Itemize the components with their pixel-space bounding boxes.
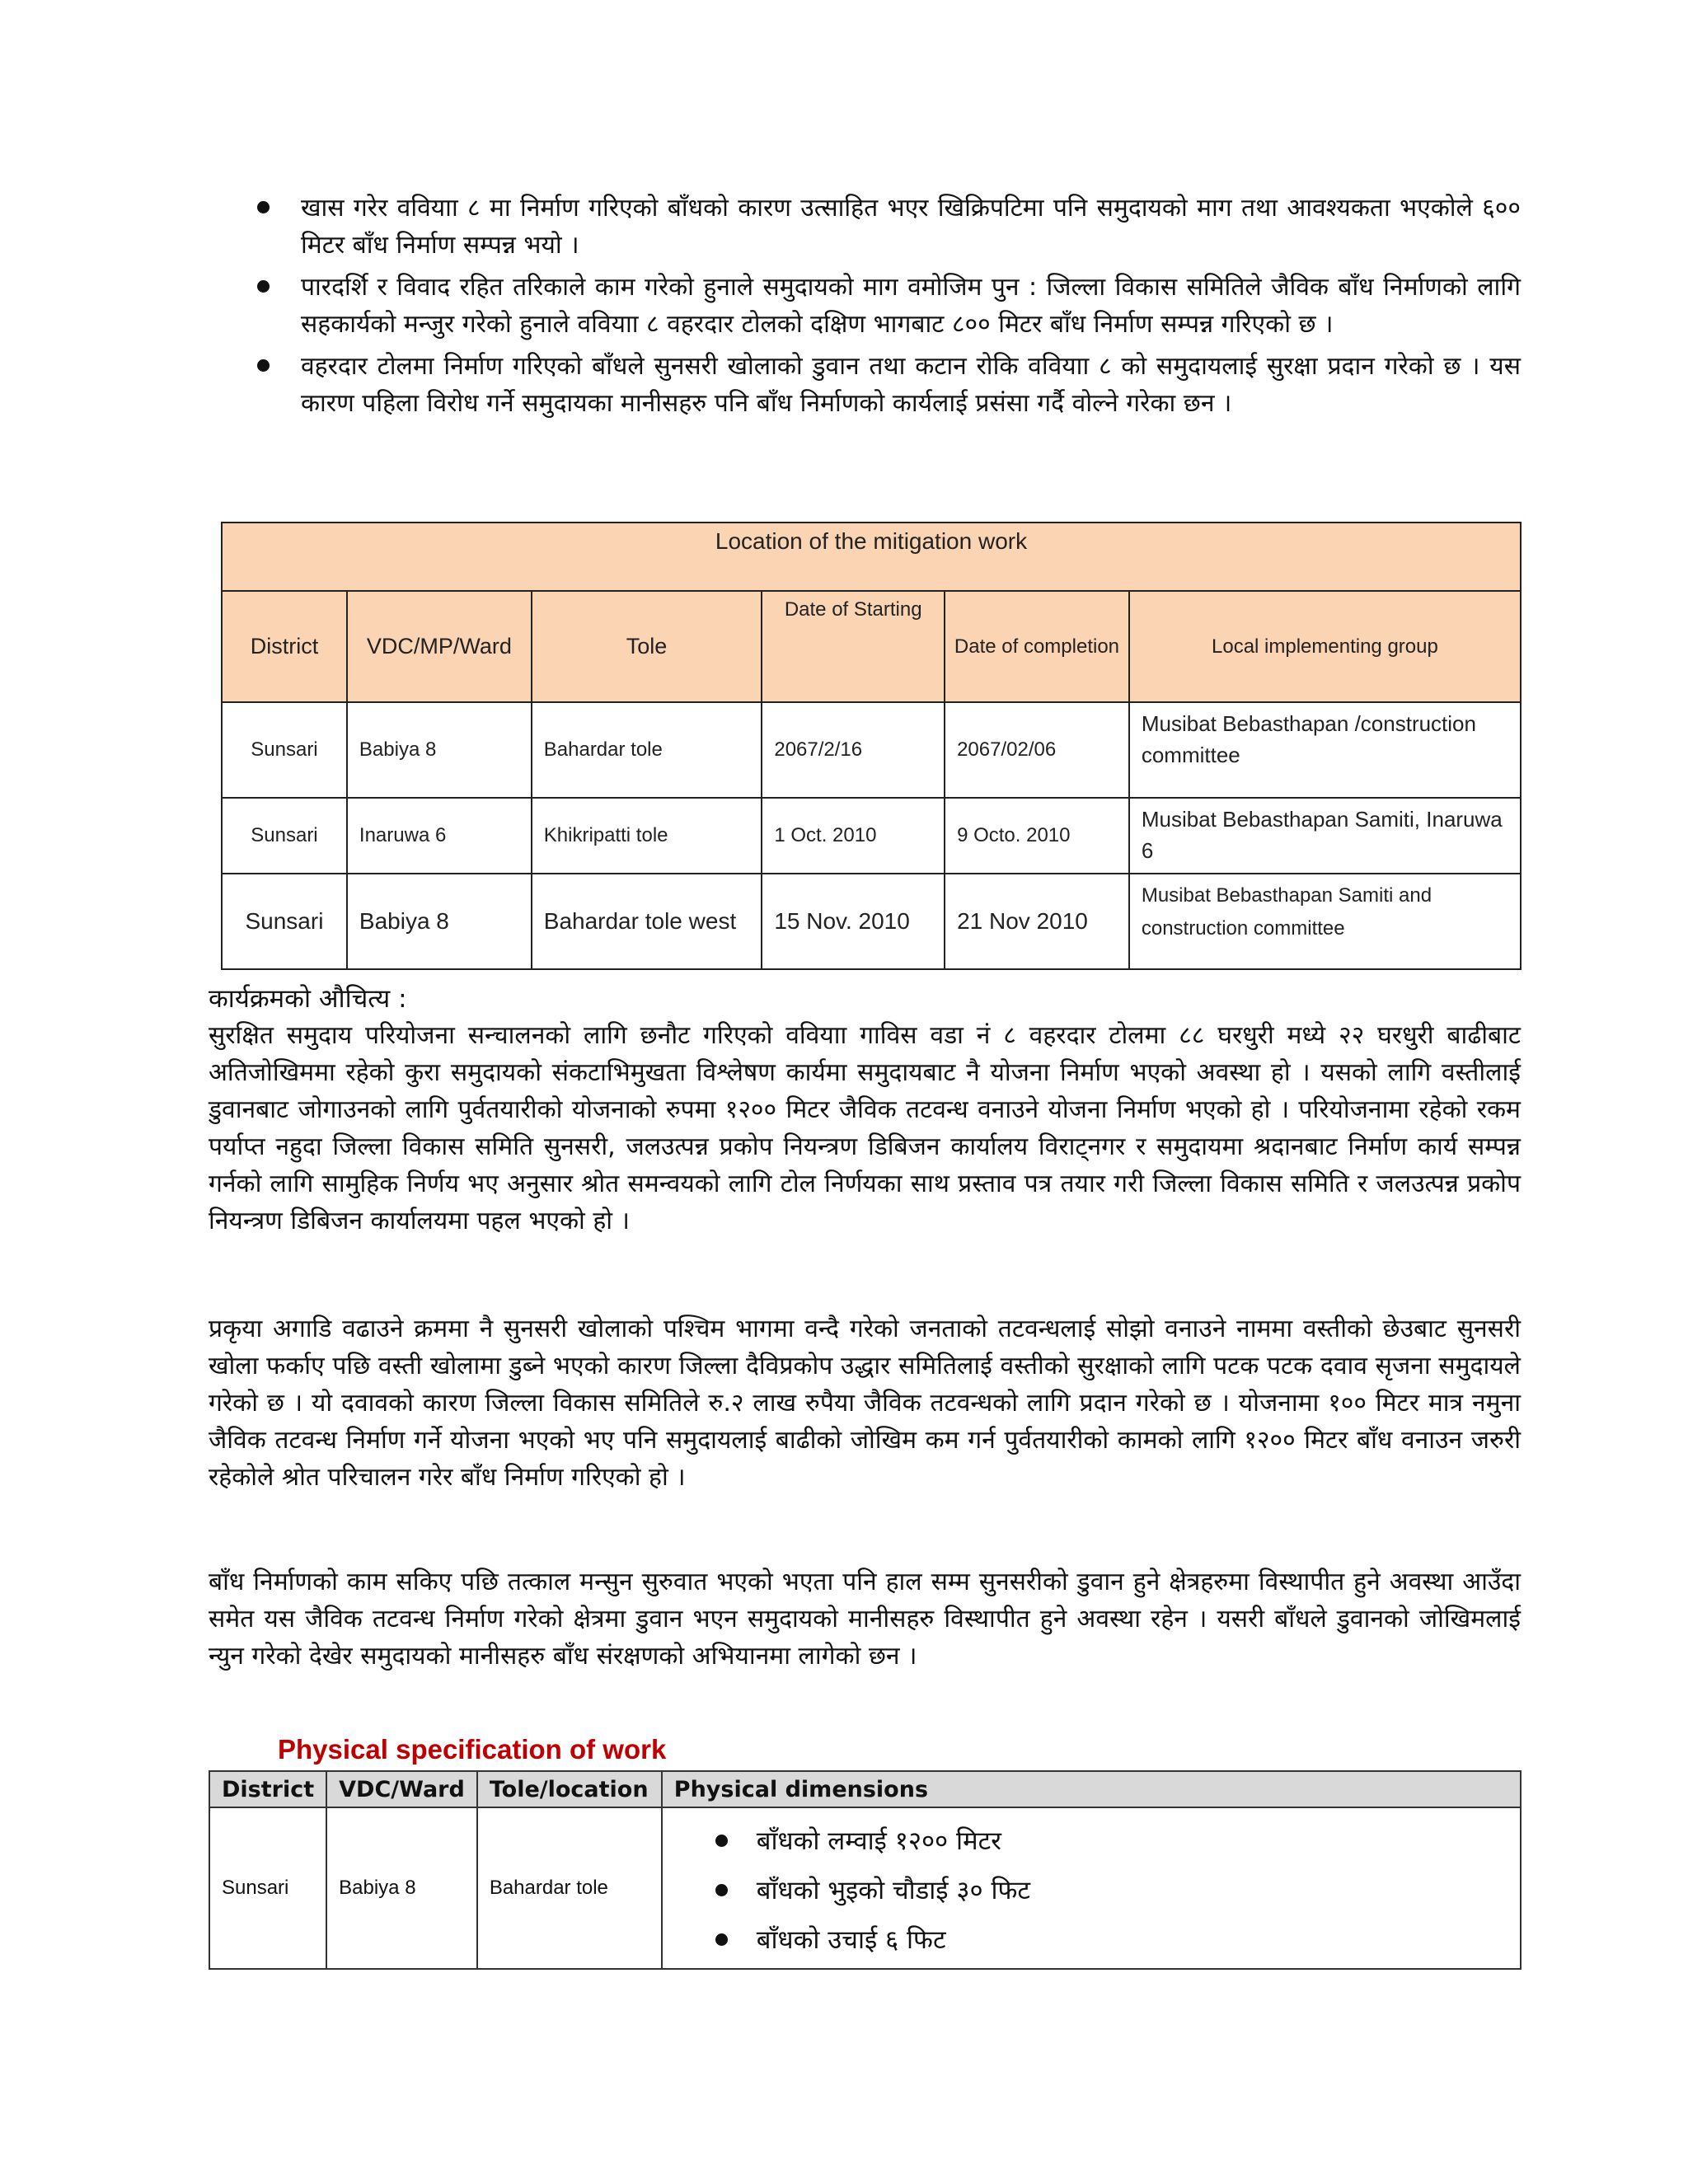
- bullet-text: खास गरेर ववियाा ८ मा निर्माण गरिएको बाँधको कारण उत्साहित भएर खिक्रिपटिमा पनि समुदायको माग तथा आवश्यकता भएकोले ६०० मिटर बाँध निर्माण सम्पन्न भयो ।: [301, 194, 1521, 260]
- header-date-starting: Date of Starting: [762, 591, 945, 702]
- cell-tole: Bahardar tole: [532, 702, 762, 798]
- bullet-item: [247, 348, 1521, 422]
- bullet-text: वहरदार टोलमा निर्माण गरिएको बाँधले सुनसरी खोलाको डुवान तथा कटान रोकि ववियाा ८ को समुदायलाई सुरक्षा प्रदान गरेको छ । यस कारण पहिला विरोध गर्ने समुदायका मानीसहरु पनि बाँध निर्माणको कार्यलाई प्रसंसा गर्दै वोल्ने गरेका छन ।: [301, 352, 1521, 418]
- cell-tole: Khikripatti tole: [532, 798, 762, 874]
- table-row: [222, 874, 1521, 969]
- spec-cell-dimensions: [662, 1807, 1521, 1969]
- cell-date-end: 2067/02/06: [945, 702, 1129, 798]
- spec-header-tole: Tole/location: [477, 1771, 662, 1807]
- cell-date-start: 1 Oct. 2010: [762, 798, 945, 874]
- list-item: [674, 1866, 1508, 1915]
- location-table: [221, 522, 1522, 970]
- spec-header-dimensions: Physical dimensions: [662, 1771, 1521, 1807]
- dimension-text: बाँधको उचाई ६ फिट: [756, 1925, 946, 1955]
- table-row: [222, 702, 1521, 798]
- cell-district: Sunsari: [222, 702, 347, 798]
- bullet-dot-icon: [257, 359, 270, 372]
- dimension-text: बाँधको भुइको चौडाई ३० फिट: [756, 1876, 1031, 1905]
- cell-group: Musibat Bebasthapan /construction committee: [1129, 702, 1521, 798]
- spec-cell-district: Sunsari: [209, 1807, 326, 1969]
- bullet-item: [247, 190, 1521, 264]
- bullet-dot-icon: [715, 1933, 728, 1946]
- spec-cell-tole: Bahardar tole: [477, 1807, 662, 1969]
- spec-title: Physical specification of work: [278, 1734, 667, 1765]
- header-district: District: [222, 591, 347, 702]
- bullet-dot-icon: [257, 201, 270, 213]
- cell-vdc: Babiya 8: [347, 874, 532, 969]
- intro-bullet-list: [247, 190, 1521, 427]
- dimensions-list: [674, 1808, 1508, 1968]
- bullet-dot-icon: [715, 1835, 728, 1847]
- bullet-dot-icon: [715, 1884, 728, 1896]
- cell-tole: Bahardar tole west: [532, 874, 762, 969]
- cell-date-end: 9 Octo. 2010: [945, 798, 1129, 874]
- bullet-item: [247, 269, 1521, 343]
- paragraph: बाँध निर्माणको काम सकिए पछि तत्काल मन्सुन सुरुवात भएको भएता पनि हाल सम्म सुनसरीको डुवान हुने क्षेत्रहरुमा विस्थापीत हुने अवस्था आउँदा समेत यस जैविक तटवन्ध निर्माण गरेको क्षेत्रमा डुवान भएन समुदायको मानीसहरु विस्थापीत हुने अवस्था रहेन । यसरी बाँधले डुवानको जोखिमलाई न्युन गरेको देखेर समुदायको मानीसहरु बाँध संरक्षणको अभियानमा लागेको छन ।: [209, 1568, 1521, 1671]
- cell-group: Musibat Bebasthapan Samiti, Inaruwa 6: [1129, 798, 1521, 874]
- cell-vdc: Babiya 8: [347, 702, 532, 798]
- cell-district: Sunsari: [222, 798, 347, 874]
- header-implementing-group: Local implementing group: [1129, 591, 1521, 702]
- list-item: [674, 1915, 1508, 1965]
- header-date-completion: Date of completion: [945, 591, 1129, 702]
- spec-header-vdc: VDC/Ward: [326, 1771, 477, 1807]
- bullet-dot-icon: [257, 280, 270, 293]
- cell-district: Sunsari: [222, 874, 347, 969]
- spec-cell-vdc: Babiya 8: [326, 1807, 477, 1969]
- paragraph: प्रकृया अगाडि वढाउने क्रममा नै सुनसरी खोलाको पश्चिम भागमा वन्दै गरेको जनताको तटवन्धलाई सोझो वनाउने नाममा वस्तीको छेउबाट सुनसरी खोला फर्काए पछि वस्ती खोलामा डुब्ने भएको कारण जिल्ला दैविप्रकोप उद्धार समितिलाई वस्तीको सुरक्षाको लागि पटक पटक दवाव सृजना समुदायले गरेको छ । यो दवावको कारण जिल्ला विकास समितिले रु.२ लाख रुपैया जैविक तटवन्धको लागि प्रदान गरेको छ । योजनामा १०० मिटर मात्र नमुना जैविक तटवन्ध निर्माण गर्ने योजना भएको भए पनि समुदायलाई बाढीको जोखिम कम गर्न पुर्वतयारीको कामको लागि १२०० मिटर बाँध वनाउन जरुरी रहेकोले श्रोत परिचालन गरेर बाँध निर्माण गरिएको हो ।: [209, 1315, 1521, 1492]
- header-tole: Tole: [532, 591, 762, 702]
- paragraph: सुरक्षित समुदाय परियोजना सन्चालनको लागि छनौट गरिएको ववियाा गाविस वडा नं ८ वहरदार टोलमा ८८ घरधुरी मध्ये २२ घरधुरी बाढीबाट अतिजोखिममा रहेको कुरा समुदायको संकटाभिमुखता विश्लेषण कार्यमा समुदायबाट नै योजना निर्माण भएको अवस्था हो । यसको लागि वस्तीलाई डुवानबाट जोगाउनको लागि पुर्वतयारीको योजनाको रुपमा १२०० मिटर जैविक तटवन्ध वनाउने योजना निर्माण भएको हो । परियोजनामा रहेको रकम पर्याप्त नहुदा जिल्ला विकास समिति सुनसरी, जलउत्पन्न प्रकोप नियन्त्रण डिबिजन कार्यालय विराट्नगर र समुदायमा श्रदानबाट निर्माण कार्य सम्पन्न गर्नको लागि सामुहिक निर्णय भए अनुसार श्रोत समन्वयको लागि टोल निर्णयका साथ प्रस्ताव पत्र तयार गरी जिल्ला विकास समिति र जलउत्पन्न प्रकोप नियन्त्रण डिबिजन कार्यालयमा पहल भएको हो ।: [209, 1021, 1521, 1235]
- table-row: [222, 798, 1521, 874]
- cell-group: Musibat Bebasthapan Samiti and construction committee: [1129, 874, 1521, 969]
- cell-vdc: Inaruwa 6: [347, 798, 532, 874]
- cell-date-end: 21 Nov 2010: [945, 874, 1129, 969]
- bullet-text: पारदर्शि र विवाद रहित तरिकाले काम गरेको हुनाले समुदायको माग वमोजिम पुन : जिल्ला विकास समितिले जैविक बाँध निर्माणको लागि सहकार्यको मन्जुर गरेको हुनाले ववियाा ८ वहरदार टोलको दक्षिण भागबाट ८०० मिटर बाँध निर्माण सम्पन्न गरिएको छ ।: [301, 273, 1521, 339]
- header-vdc: VDC/MP/Ward: [347, 591, 532, 702]
- dimension-text: बाँधको लम्वाई १२०० मिटर: [756, 1826, 1001, 1856]
- cell-date-start: 2067/2/16: [762, 702, 945, 798]
- justification-heading: कार्यक्रमको औचित्य :: [209, 984, 407, 1014]
- table-row: [209, 1807, 1521, 1969]
- spec-table: [209, 1770, 1522, 1970]
- spec-header-district: District: [209, 1771, 326, 1807]
- list-item: [674, 1816, 1508, 1866]
- cell-date-start: 15 Nov. 2010: [762, 874, 945, 969]
- location-table-title: Location of the mitigation work: [222, 523, 1521, 591]
